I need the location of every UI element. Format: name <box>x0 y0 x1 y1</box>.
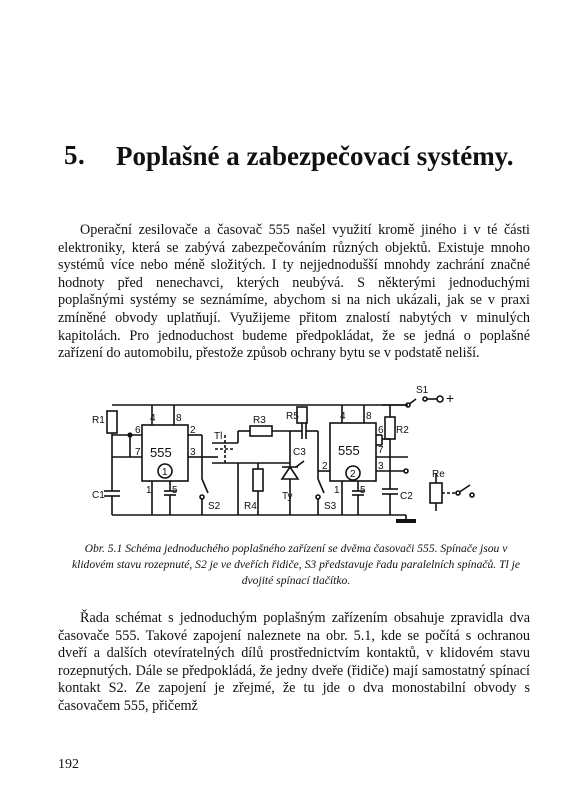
label-r2: R2 <box>396 425 409 436</box>
resistor-r2 <box>385 417 395 439</box>
label-tl: Tl <box>214 431 223 442</box>
label-pin: 7 <box>135 447 141 458</box>
label-pin: 5 <box>360 485 366 496</box>
paragraph-intro: Operační zesilovače a časovač 555 našel využití kromě jiného i v té části elektroniky, která se zabývá zabezpečováním různých objektů. Existuje mnoho systémů více nebo méně složitých. I ty nejjednodušší mnohdy zachrání značné hodnoty před nenechavci, kterých neubývá. S některými jednoduchými poplašnými systémy se seznámíme, abychom si na nich ukázali, jak se v praxi zmíněné obvody uplatňují. Využijeme přitom znalostí nabytých v minulých kapitolách. Pro jednoduchost budeme předpokládat, že se jedná o poplašné zařízení do automobilu, přestože způsob ochrany bytu se v podstatě neliší. <box>58 222 530 362</box>
thyristor-gate <box>296 461 304 467</box>
label-r1: R1 <box>92 415 105 426</box>
label-pin: 6 <box>378 425 384 436</box>
switch-s2-blade <box>202 479 208 493</box>
label-s3: S3 <box>324 501 337 512</box>
label-pin: 5 <box>172 485 178 496</box>
switch-s3-blade <box>318 479 324 493</box>
label-pin: 8 <box>366 411 372 422</box>
terminal-plus <box>437 396 443 402</box>
label-ty: Ty <box>282 491 293 502</box>
relay-contact <box>470 493 474 497</box>
chapter-title: Poplašné a zabezpečovací systémy. <box>116 141 514 171</box>
figure-caption: Obr. 5.1 Schéma jednoduchého poplašného zařízení se dvěma časovači 555. Spínače jsou v klidovém stavu rozepnuté, S2 je ve dveřích řidiče, S3 představuje řadu paralelních spínačů. Tl je dvojité spínací tlačítko. <box>71 542 521 587</box>
label-pin: 2 <box>322 461 328 472</box>
label-c3: C3 <box>293 447 306 458</box>
ic2-label: 555 <box>338 443 360 458</box>
label-c1: C1 <box>92 490 105 501</box>
terminal <box>404 469 408 473</box>
label-pin: 1 <box>146 485 152 496</box>
switch-s1-contact <box>423 397 427 401</box>
label-pin: 7 <box>378 445 384 456</box>
ic2-number: 2 <box>350 469 356 480</box>
label-s1: S1 <box>416 385 429 396</box>
ic1-number: 1 <box>162 467 168 478</box>
page-number: 192 <box>58 757 79 772</box>
resistor-r4 <box>253 469 263 491</box>
resistor-r1 <box>107 411 117 433</box>
switch-s2-contact <box>200 495 204 499</box>
label-re: Re <box>432 469 445 480</box>
label-pin: 4 <box>150 413 156 424</box>
label-r3: R3 <box>253 415 266 426</box>
circuit-schematic-figure <box>90 383 530 533</box>
label-plus: + <box>446 390 455 406</box>
relay-contact <box>456 491 460 495</box>
switch-s3-contact <box>316 495 320 499</box>
label-r5: R5 <box>286 411 299 422</box>
label-c2: C2 <box>400 491 413 502</box>
circuit-schematic <box>90 383 530 533</box>
label-pin: 6 <box>135 425 141 436</box>
paragraph-body: Řada schémat s jednoduchým poplašným zařízením obsahuje zpravidla dva časovače 555. Takové zapojení naleznete na obr. 5.1, kde se počítá s ochranou dveří a dalších otevíratelných dílů prostřednictvím kontaktů, v klidovém stavu rozepnutých. Dále se předpokládá, že jedny dveře (řidiče) mají samostatný spínací kontakt S2. Ze zapojení je zřejmé, že tu jde o dva monostabilní obvody s časovačem 555, přičemž <box>58 610 530 714</box>
label-pin: 2 <box>190 425 196 436</box>
thyristor-ty <box>282 467 298 479</box>
relay-re-coil <box>430 483 442 503</box>
label-pin: 4 <box>340 411 346 422</box>
label-s2: S2 <box>208 501 221 512</box>
label-pin: 3 <box>190 447 196 458</box>
label-pin: 8 <box>176 413 182 424</box>
label-r4: R4 <box>244 501 257 512</box>
ic1-label: 555 <box>150 445 172 460</box>
resistor-r3 <box>250 426 272 436</box>
label-pin: 1 <box>334 485 340 496</box>
label-pin: 3 <box>378 461 384 472</box>
junction <box>128 433 132 437</box>
chapter-number: 5. <box>64 140 86 170</box>
